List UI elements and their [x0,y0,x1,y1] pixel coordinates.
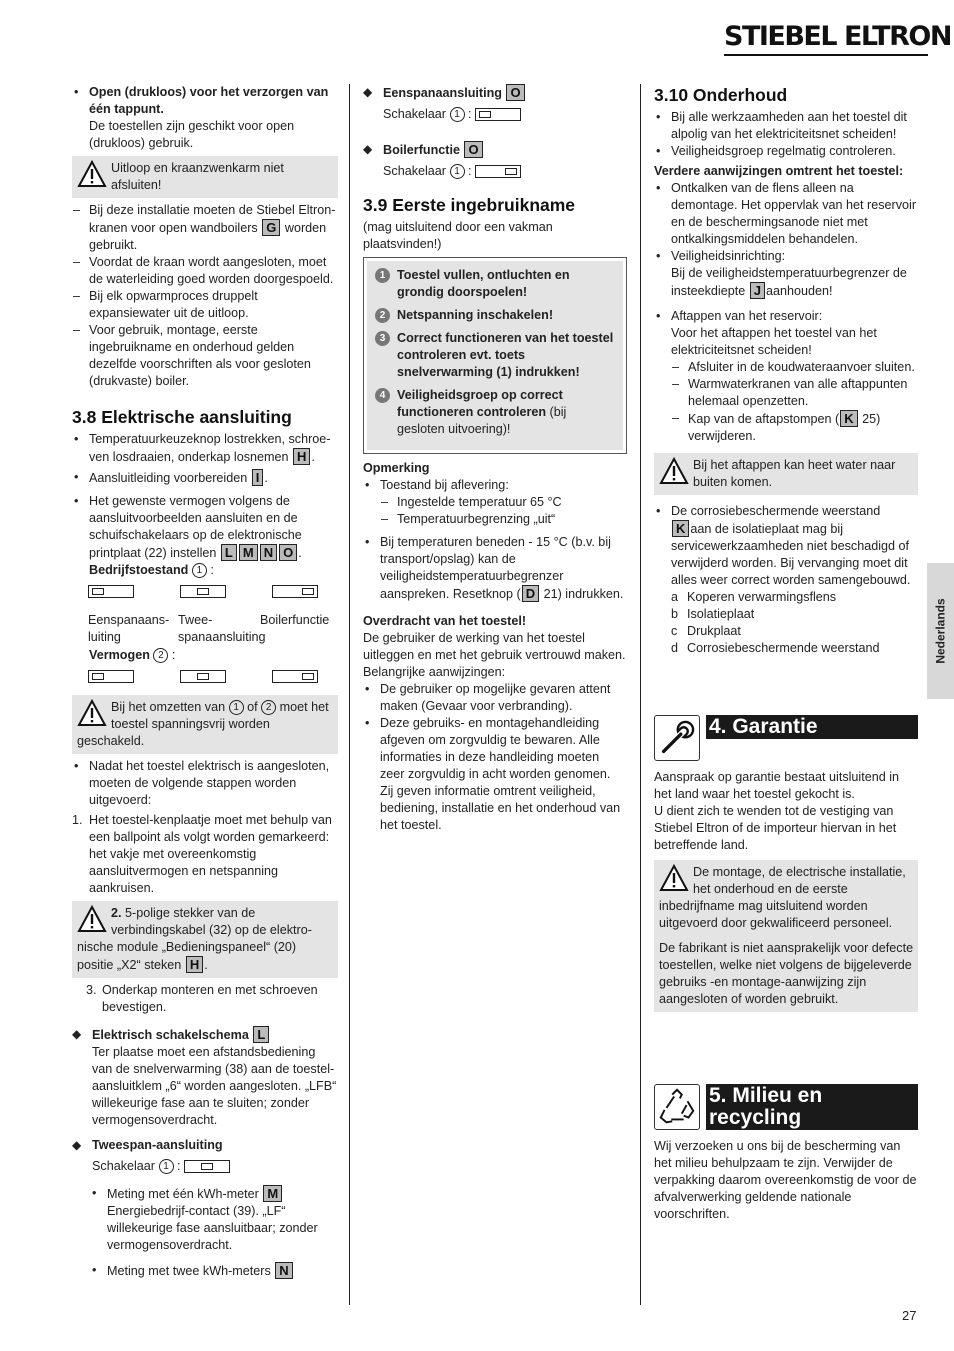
recycle-icon [654,1084,700,1130]
step-item [375,307,617,324]
figure-ref: N [260,544,277,561]
switch-captions [72,612,338,646]
part-name: Isolatieplaat [687,607,755,621]
logo-underline [724,54,928,56]
circled-number: 1 [450,107,465,122]
text: 5-polige stekker van de verbindingskabel (32) op de elektro-nische module „Bedieningspaneel“ (20) positie „X2“ steken [77,906,312,972]
switch-icon [180,670,226,683]
section-heading: 3.10 Onderhoud [654,85,788,105]
switch-row [88,585,318,598]
label: Vermogen [89,648,150,662]
part-name: Corrosiebeschermende weerstand [687,641,880,655]
list-subitem: – Ingestelde temperatuur 65 °C [380,494,627,511]
wrench-icon [654,715,700,761]
warning-box: 2. 5-polige stekker van de verbindingskabel (32) op de elektro-nische module „Bedieningspaneel“ (20) positie „X2“ steken H . [72,901,338,978]
step-text: Veiligheidsgroep op correct functioneren controleren [397,388,563,419]
text: Voor het aftappen het toestel van het elektriciteitsnet scheiden! [671,326,877,357]
paragraph: De gebruiker de werking van het toestel uitleggen en met het gebruik vertrouwd maken. [363,631,626,662]
list-item: • De gebruiker op mogelijke gevaren attent maken (Gevaar voor verbranding). [363,681,627,715]
numbered-item [72,812,338,897]
section-heading: 3.8 Elektrische aansluiting [72,407,292,427]
text: Bij het omzetten van [111,700,226,714]
text: Kap van de aftapstompen ( [688,412,840,426]
subheading: Opmerking [363,461,430,475]
text: Energiebedrijf-contact (39). „LF“ willekeurige fase aansluitbaar; zonder vermogensoverdracht. [107,1204,318,1252]
list-item [654,503,918,589]
paragraph: Wij verzoeken u ons bij de bescherming van het milieu behulpzaam te zijn. Verwijder de verpakking daarom overeenkomstig de voor de afvalverwerking geldende nationale voorschriften. [654,1139,917,1221]
text: of [247,700,258,714]
figure-ref: L [221,544,237,561]
figure-ref: N [275,1262,292,1279]
text: 25) verwijderen. [688,412,881,443]
figure-ref: L [253,1026,269,1043]
step-text: Correct functioneren van het toestel controleren evt. toets snelverwarming (1) indrukken! [397,331,614,379]
warning-box [72,695,338,754]
warning-icon [659,864,689,892]
steps-list [367,261,623,450]
subheading: Overdracht van het toestel! [363,614,527,628]
caption: Eenspanaans-luiting [88,613,170,644]
step-note: (bij gesloten uitvoering)! [397,405,567,436]
figure-ref: K [840,410,857,427]
subtitle: (mag uitsluitend door een vakman plaatsvinden!) [363,220,553,251]
figure-ref: G [262,219,280,236]
figure-ref: O [464,141,482,158]
text: Aftappen van het reservoir: [671,309,823,323]
switch-icon [272,670,318,683]
circled-number: 1 [159,1159,174,1174]
figure-ref: H [186,956,203,973]
switch-line: Schakelaar 1 : [363,106,627,123]
list-item: • Bij alle werkzaamheden aan het toestel dit alpolig van het elektriciteitsnet scheiden! [654,109,918,143]
vermogen-row: Vermogen 2 : [89,648,176,662]
warning-icon [77,699,107,727]
page-number: 27 [902,1308,917,1323]
language-label: Nederlands [933,598,947,664]
circled-number: 1 [229,700,244,715]
list-item: – Voordat de kraan wordt aangesloten, moet de waterleiding goed worden doorgespoeld. [72,254,338,288]
circled-number: 2 [153,648,168,663]
warning-icon [77,160,107,188]
label: Schakelaar [383,164,447,178]
brand-logo: STIEBEL ELTRON [724,21,951,52]
text: Tweespan-aansluiting [92,1138,223,1152]
figure-ref: J [750,282,765,299]
subheading: Verdere aanwijzingen omtrent het toestel: [654,164,904,178]
text: Temperatuurkeuzeknop lostrekken, schroe-ven losdraaien, onderkap losnemen [89,432,331,464]
figure-ref: O [506,84,524,101]
figure-ref: M [263,1185,282,1202]
column-2 [363,84,627,837]
step-number: 4 [375,388,390,403]
text: Bij de veiligheidstemperatuurbegrenzer de insteekdiepte [671,266,907,298]
warning-text: Bij het aftappen kan heet water naar buiten komen. [693,458,896,489]
circled-number: 1 [450,164,465,179]
step-number: 3 [375,331,390,346]
switch-icon [180,585,226,598]
list-item [90,1262,338,1280]
paragraph: Ter plaatse moet een afstandsbediening van de snelverwarming (38) aan de toestel-aansluitklem „6“ worden aangesloten. „LFB“ willekeurige fase aan te sluiten; zonder vermogensoverdracht. [92,1045,337,1127]
text: 21) indrukken. [543,587,624,601]
paragraph: U dient zich te wenden tot de vestiging van Stiebel Eltron of de importeur hiervan in het betreffende land. [654,804,897,852]
steps-box [363,257,627,454]
switch-icon [88,670,134,683]
figure-ref: K [672,520,689,537]
text: Meting met één kWh-meter [107,1187,259,1201]
text: worden gebruikt. [89,221,327,252]
part-name: Drukplaat [687,624,741,638]
step-item [375,330,617,381]
diamond-heading [363,84,627,102]
paragraph: Belangrijke aanwijzingen: [363,665,506,679]
diamond-heading [72,1026,338,1044]
text: Het gewenste vermogen volgens de aansluitvoorbeelden aansluiten en de schuifschakelaars op de elektronische printplaat (22) instellen [89,494,302,560]
part-item [654,640,918,657]
figure-ref: O [279,544,297,561]
text: Bij temperaturen beneden - 15 °C (b.v. bij transport/opslag) kan de veiligheidstemperatuurbegrenzer aanspreken. Resetknop ( [380,535,611,601]
switch-icon [184,1160,230,1173]
section-heading: 3.9 Eerste ingebruikname [363,195,576,215]
text: Veiligheidsinrichting: [671,249,786,263]
warning-icon [659,457,689,485]
warning-box [654,453,918,495]
list-subitem [671,410,918,445]
step-item [375,387,617,438]
figure-ref: H [293,448,310,465]
list-subitem: – Afsluiter in de koudwateraanvoer sluiten. [671,359,918,376]
section-heading: 5. Milieu en recycling [706,1084,918,1130]
part-item [654,589,918,606]
caption: Boilerfunctie [260,613,330,627]
part-name: Koperen verwarmingsflens [687,590,837,604]
label: Bedrijfstoestand [89,563,189,577]
list-item: • Het gewenste vermogen volgens de aansluitvoorbeelden aansluiten en de schuifschakelaars op de elektronische printplaat (22) instellen L M N O . Bedrijfstoestand 1 : [72,493,338,579]
item-number: 3. [86,983,97,997]
switch-row [88,670,318,683]
step-item [375,267,617,301]
column-divider [349,84,350,1305]
text: aan de isolatieplaat mag bij servicewerkzaamheden niet beschadigd of verwijderd worden. Bij vervanging moet dit alles weer correct worden samengebouwd. [671,522,911,587]
list-subitem: – Temperatuurbegrenzing „uit“ [380,511,627,528]
list-item: • Deze gebruiks- en montagehandleiding afgeven om zorgvuldig te bewaren. Alle informaties in deze handleiding moeten zeer zorgvuldig in acht worden genomen. Zij geven informatie omtrent veiligheid, bediening, installatie en het onderhoud van het toestel. [363,715,627,834]
circled-number: 2 [261,700,276,715]
list-item: • Toestand bij aflevering: [363,477,627,494]
list-item [90,1185,338,1254]
section-heading: 4. Garantie [706,715,918,739]
circled-number: 1 [192,563,207,578]
switch-icon [475,108,521,121]
warning-text: De fabrikant is niet aansprakelijk voor defecte toestellen, welke niet volgens de bijgeleverde gebruiks -en montage-aanwijzing zijn aangesloten of worden gebruikt. [659,941,914,1006]
list-item [72,202,338,254]
list-item [654,248,918,300]
warning-box [72,156,338,198]
step-text: Netspanning inschakelen! [397,308,554,322]
figure-ref: M [239,544,258,561]
text: moet het toestel spanningsvrij worden geschakeld. [77,700,329,748]
list-item: • Temperatuurkeuzeknop lostrekken, schroe-ven losdraaien, onderkap losnemen H . [72,431,338,466]
column-1 [72,84,338,1283]
paragraph: Aanspraak op garantie bestaat uitsluitend in het land waar het toestel gekocht is. [654,770,900,801]
figure-ref: D [522,585,539,602]
warning-text: Uitloop en kraanzwenkarm niet afsluiten! [111,161,284,192]
list-item: • Veiligheidsgroep regelmatig controleren. [654,143,918,160]
list-item: • Ontkalken van de flens alleen na demontage. Het oppervlak van het reservoir en de beschermingsanode niet met ontkalkingsmiddelen behandelen. [654,180,918,248]
column-divider [640,84,641,1305]
open-heading: Open (drukloos) voor het verzorgen van één tappunt. [89,85,329,116]
text: Eenspanaansluiting [383,86,502,100]
switch-icon [475,165,521,178]
diamond-heading [72,1137,338,1154]
switch-line: Schakelaar 1 : [363,163,627,180]
list-item: • Aansluitleiding voorbereiden I . [72,469,338,487]
warning-icon [77,905,107,933]
figure-ref: I [252,469,264,486]
switch-icon [272,585,318,598]
step-text: Toestel vullen, ontluchten en grondig doorspoelen! [397,268,570,299]
open-text: De toestellen zijn geschikt voor open (drukloos) gebruik. [89,119,295,150]
caption: Twee-spanaansluiting [178,613,266,644]
part-key: c [671,624,678,638]
list-item [72,84,338,152]
label: Schakelaar [92,1159,156,1173]
item-number: 2. [111,906,122,920]
item-number: 1. [72,813,83,827]
column-3 [654,84,918,1223]
milieu-banner [654,1084,918,1130]
part-item [654,606,918,623]
list-item [654,308,918,359]
language-tab [927,563,954,699]
list-item: – Bij elk opwarmproces druppelt expansiewater uit de uitloop. [72,288,338,322]
part-item [654,623,918,640]
diamond-heading [363,141,627,159]
warning-box [654,860,918,1012]
warning-text: De montage, de electrische installatie, het onderhoud en de eerste inbedrijfname mag uitsluitend worden uitgevoerd door gekwalificeerd personeel. [659,865,906,930]
part-key: a [671,590,679,604]
text: Meting met twee kWh-meters [107,1264,271,1278]
text: aanhouden! [765,284,833,298]
step-number: 1 [375,268,390,283]
switch-line: Schakelaar 1 : [72,1158,338,1175]
part-key: d [671,641,679,655]
text: Onderkap monteren en met schroeven bevestigen. [102,983,318,1014]
list-item: • Nadat het toestel elektrisch is aangesloten, moeten de volgende stappen worden uitgevoerd: [72,758,338,809]
text: De corrosiebeschermende weerstand [671,504,881,518]
text: Boilerfunctie [383,143,460,157]
switch-icon [88,585,134,598]
step-number: 2 [375,308,390,323]
parts-list [654,589,918,657]
text: Bij deze installatie moeten de Stiebel Eltron-kranen voor open wandboilers [89,203,336,235]
numbered-item [72,982,338,1016]
label: Schakelaar [383,107,447,121]
part-key: b [671,607,679,621]
text: Aansluitleiding voorbereiden [89,471,248,485]
list-item [363,534,627,603]
list-subitem: – Warmwaterkranen van alle aftappunten helemaal openzetten. [671,376,918,410]
list-item: – Voor gebruik, montage, eerste ingebruikname en onderhoud gelden dezelfde voorschriften als voor gesloten (drukvaste) boiler. [72,322,338,390]
text: Elektrisch schakelschema [92,1028,249,1042]
garantie-banner [654,715,918,761]
text: Het toestel-kenplaatje moet met behulp van een ballpoint als volgt worden gemarkeerd: het vakje met overeenkomstig aansluitvermogen en netspanning aankruisen. [89,813,332,895]
